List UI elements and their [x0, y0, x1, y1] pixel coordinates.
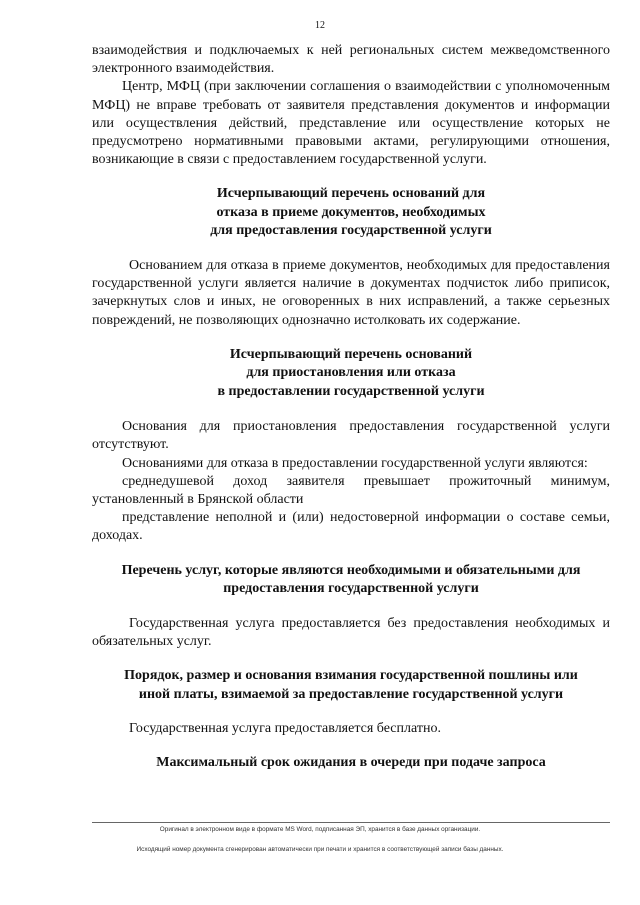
paragraph: Основанием для отказа в приеме документов, необходимых для предоставления государственной услуги является наличие в документах подчисток либо приписок, зачеркнутых слов и иных, не оговоренных в них исправлений, а также серьезных повреждений, не позволяющих однозначно истолковать их содержание. — [92, 257, 610, 328]
footer-outgoing-number-note: Исходящий номер документа сгенерирован автоматически при печати и хранится в соответствующей записи базы данных. — [136, 846, 504, 853]
section-heading-line: предоставления государственной услуги — [223, 581, 479, 597]
paragraph: Основания для приостановления предоставления государственной услуги отсутствуют. — [92, 419, 610, 453]
page-content — [92, 42, 610, 773]
section-heading-line: Порядок, размер и основания взимания государственной пошлины или — [124, 668, 578, 684]
paragraph: Основаниями для отказа в предоставлении государственной услуги являются: — [122, 455, 588, 471]
section-heading-line: Максимальный срок ожидания в очереди при подаче запроса — [156, 755, 546, 771]
section-heading — [92, 185, 610, 241]
section-heading-line: отказа в приеме документов, необходимых — [216, 204, 486, 220]
section-heading-line: в предоставлении государственной услуги — [217, 383, 485, 399]
section-heading-line: Исчерпывающий перечень оснований — [229, 346, 473, 362]
paragraph: взаимодействия и подключаемых к ней региональных систем межведомственного электронного взаимодействия. — [92, 43, 610, 77]
section-heading — [92, 562, 610, 599]
section-heading-line: для приостановления или отказа — [246, 365, 456, 381]
section-heading-line: для предоставления государственной услуги — [210, 223, 492, 239]
paragraph: Государственная услуга предоставляется без предоставления необходимых и обязательных услуг. — [92, 615, 610, 649]
footer-divider — [92, 822, 610, 823]
footer-original-note: Оригинал в электронном виде в формате MS Word, подписанная ЭП, хранится в базе данных организации. — [159, 826, 481, 833]
paragraph: представление неполной и (или) недостоверной информации о составе семьи, доходах. — [92, 510, 610, 544]
page-number: 12 — [315, 20, 325, 31]
section-heading — [92, 346, 610, 402]
paragraph: среднедушевой доход заявителя превышает прожиточный минимум, установленный в Брянской области — [92, 473, 610, 508]
section-heading — [92, 667, 610, 704]
section-heading-line: Исчерпывающий перечень оснований для — [216, 186, 486, 202]
section-heading-line: Перечень услуг, которые являются необходимыми и обязательными для — [121, 562, 581, 578]
section-heading-line: иной платы, взимаемой за предоставление государственной услуги — [138, 686, 564, 702]
paragraph: Государственная услуга предоставляется бесплатно. — [129, 721, 441, 737]
paragraph: Центр, МФЦ (при заключении соглашения о взаимодействии с уполномоченным МФЦ) не вправе требовать от заявителя представления документов и информации или осуществления действий, представление или осуществление которых не предусмотрено нормативными правовыми актами, регулирующими отношения, возникающие в связи с предоставлением государственной услуги. — [92, 79, 610, 168]
section-heading — [92, 754, 610, 773]
